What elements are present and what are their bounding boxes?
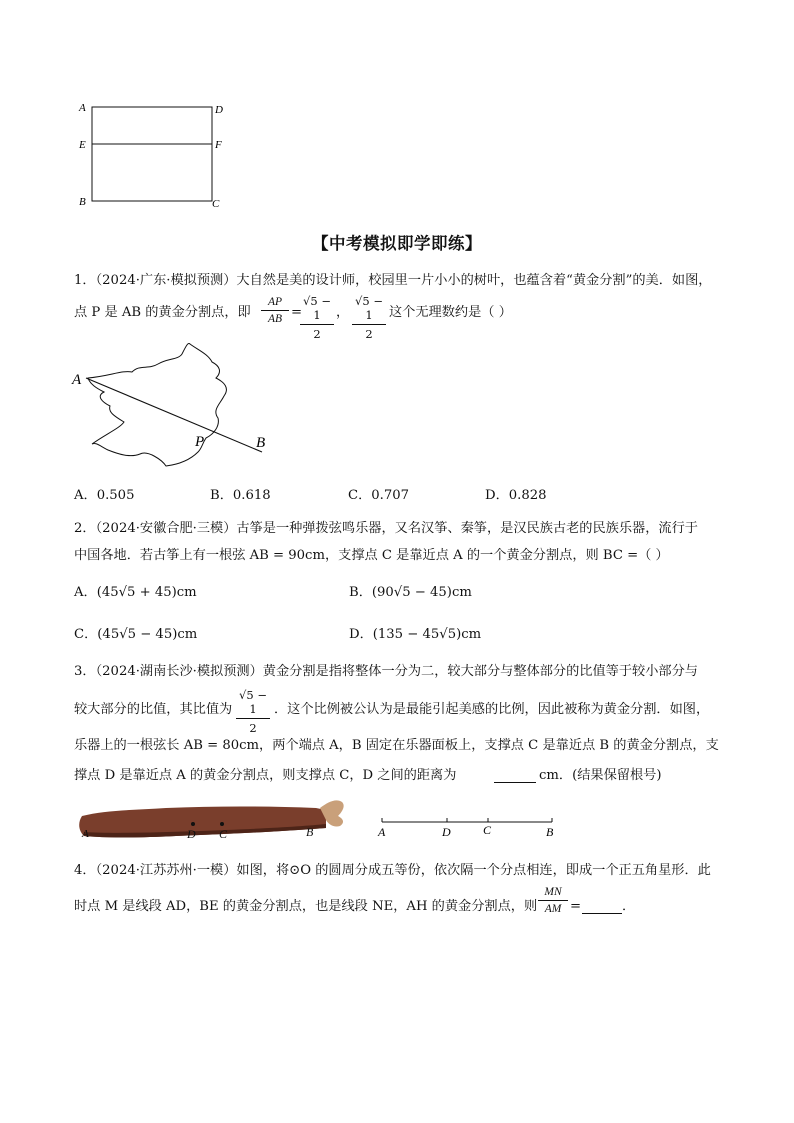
point-d-marker xyxy=(191,822,195,826)
label-a: A xyxy=(79,102,86,114)
leaf-label-p: P xyxy=(195,434,205,450)
fraction-bar xyxy=(236,718,270,719)
q3-line3: 乐器上的一根弦长 AB = 80cm，两个端点 A，B 固定在乐器面板上，支撑点 C 是靠近点 B 的黄金分割点，支 xyxy=(74,738,719,753)
q3-line2b: ．这个比例被公认为是最能引起美感的比例，因此被称为黄金分割．如图， xyxy=(274,702,710,717)
q2-option-b[interactable]: B．(90√5 − 45)cm xyxy=(349,585,472,600)
segment-label-d: D xyxy=(442,825,451,839)
fraction-bar xyxy=(300,324,334,325)
guzheng-image xyxy=(76,796,366,846)
leaf-outline xyxy=(88,343,226,466)
q2-line1: 2．（2024·安徽合肥·三模）古筝是一种弹拨弦鸣乐器，又名汉筝、秦筝，是汉民族古老的民族乐器，流行于 xyxy=(74,521,698,536)
q4-frac-den: AM xyxy=(544,903,562,915)
q3-line2a: 较大部分的比值，其比值为 xyxy=(74,702,233,717)
point-c-marker xyxy=(220,822,224,826)
segment-label-c: C xyxy=(483,823,492,837)
q1-fraction-root5-b xyxy=(352,294,386,341)
guzheng-label-c: C xyxy=(219,827,228,841)
q4-line1: 4．（2024·江苏苏州·一模）如图，将⊙O 的圆周分成五等份，依次隔一个分点相连，即成一个正五角星形．此 xyxy=(74,863,711,878)
q1-frac3-den: 2 xyxy=(365,327,373,341)
q2-line2: 中国各地．若古筝上有一根弦 AB = 90cm，支撑点 C 是靠近点 A 的一个黄金分割点，则 BC =（ ） xyxy=(74,548,669,563)
q3-frac-num: √5 − 1 xyxy=(239,688,267,716)
guzheng-label-d: D xyxy=(187,827,196,841)
guzheng-label-b: B xyxy=(306,825,314,839)
q1-option-a[interactable]: A．0.505 xyxy=(74,488,135,503)
q3-line4a: 撑点 D 是靠近点 A 的黄金分割点，则支撑点 C，D 之间的距离为 xyxy=(74,768,457,783)
q1-option-b[interactable]: B．0.618 xyxy=(210,488,271,503)
leaf-label-a: A xyxy=(72,372,82,388)
q4-answer-blank[interactable] xyxy=(582,898,622,914)
q1-fraction-root5 xyxy=(300,294,334,341)
q1-frac2-den: 2 xyxy=(313,327,321,341)
q1-frac1-num: AP xyxy=(267,296,283,308)
q4-fraction-mn-am xyxy=(538,886,568,915)
fraction-bar xyxy=(538,900,568,901)
q3-line4b: cm．(结果保留根号) xyxy=(539,768,662,783)
q2-option-c[interactable]: C．(45√5 − 45)cm xyxy=(74,627,198,642)
q1-line2b: 这个无理数约是（ ） xyxy=(389,305,512,320)
q4-line2b: ． xyxy=(622,899,636,914)
q3-frac-den: 2 xyxy=(249,721,257,735)
label-b: B xyxy=(79,196,86,208)
segment-figure xyxy=(374,812,564,842)
segment-label-a: A xyxy=(378,825,386,839)
q4-frac-num: MN xyxy=(544,886,562,898)
label-d: D xyxy=(215,104,223,116)
q4-line2a: 时点 M 是线段 AD，BE 的黄金分割点，也是线段 NE，AH 的黄金分割点，则 xyxy=(74,899,538,914)
q1-frac2-num: √5 − 1 xyxy=(303,294,331,322)
q1-equals: = xyxy=(291,305,303,320)
label-f: F xyxy=(215,139,222,151)
leaf-figure xyxy=(70,340,280,475)
leaf-label-b: B xyxy=(256,435,266,451)
label-c: C xyxy=(212,198,220,210)
fraction-bar xyxy=(352,324,386,325)
segment-label-b: B xyxy=(546,825,554,839)
q1-line1: 1．（2024·广东·模拟预测）大自然是美的设计师，校园里一片小小的树叶，也蕴含着“黄金分割”的美．如图， xyxy=(74,273,712,288)
q3-fraction-root5 xyxy=(236,688,270,735)
q2-option-a[interactable]: A．(45√5 + 45)cm xyxy=(74,585,197,600)
section-title: 【中考模拟即学即练】 xyxy=(312,234,482,253)
q1-fraction-ap-ab xyxy=(261,296,289,325)
q4-equals: = xyxy=(570,899,582,914)
rectangle-figure xyxy=(70,95,240,215)
q3-answer-blank[interactable] xyxy=(494,767,536,783)
q3-line1: 3．（2024·湖南长沙·模拟预测）黄金分割是指将整体一分为二，较大部分与整体部分的比值等于较小部分与 xyxy=(74,664,698,679)
rectangle-abcd xyxy=(92,107,212,201)
label-e: E xyxy=(79,139,86,151)
q2-option-d[interactable]: D．(135 − 45√5)cm xyxy=(349,627,482,642)
guzheng-label-a: A xyxy=(82,828,89,840)
q1-option-c[interactable]: C．0.707 xyxy=(348,488,410,503)
q1-comma: ， xyxy=(336,305,350,320)
q1-frac1-den: AB xyxy=(267,313,283,325)
q1-frac3-num: √5 − 1 xyxy=(355,294,383,322)
q1-option-d[interactable]: D．0.828 xyxy=(485,488,547,503)
fraction-bar xyxy=(261,310,289,311)
q1-line2a: 点 P 是 AB 的黄金分割点，即 xyxy=(74,305,251,320)
